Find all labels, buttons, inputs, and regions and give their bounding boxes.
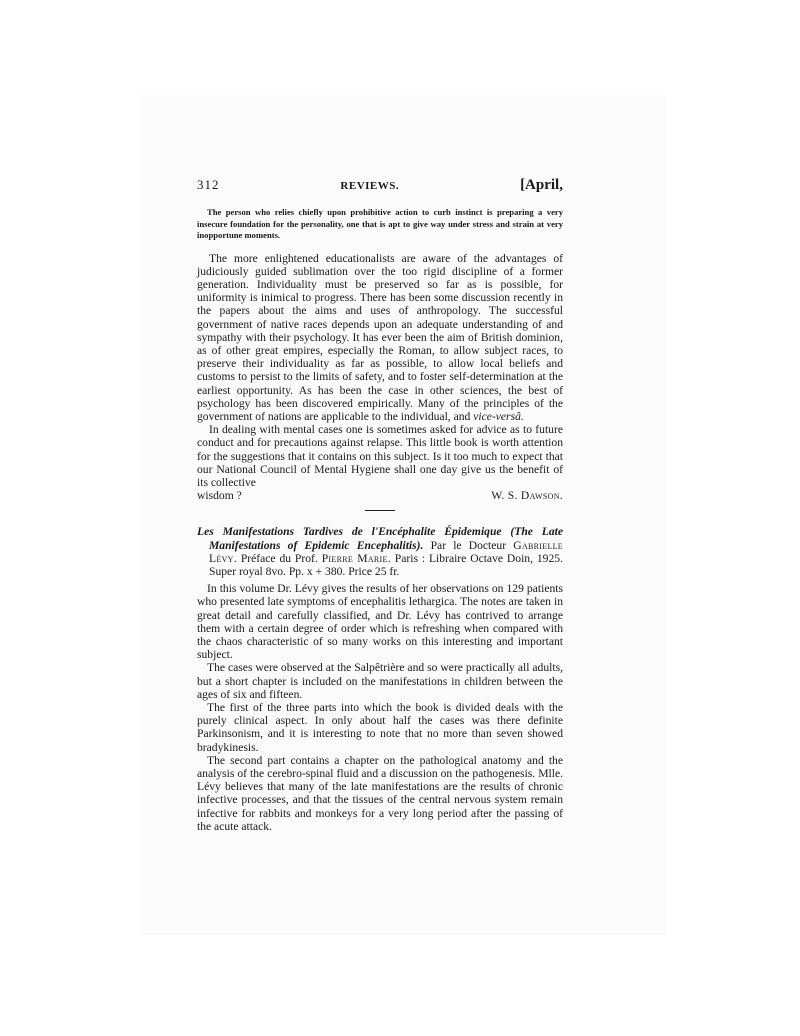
paragraph-1-italic: vice-versâ. xyxy=(473,409,524,423)
citation-preface: Préface du Prof. xyxy=(240,551,318,565)
review-paragraph: The second part contains a chapter on the pathological anatomy and the analysis of the cerebro-spinal fluid and a discussion on the pathogenesis. Mlle. Lévy believes that many of the late manifestations are the results of chronic infective processes, and that the tissues of the central nervous system remain infective for rabbits and monkeys for a very long period after the passing of the acute attack. xyxy=(197,753,563,833)
section-title: REVIEWS. xyxy=(340,180,400,192)
citation-publisher: Paris : Libraire Octave Doin, 1925. Super royal 8vo. Pp. x + 380. Price 25 fr. xyxy=(209,551,563,578)
paragraph-2-end: wisdom ? xyxy=(197,489,242,503)
paragraph-2: In dealing with mental cases one is sometimes asked for advice as to future conduct and for precautions against relapse. This little book is worth attention for the suggestions that it contains on this subject. Is it too much to expect that our National Council of Mental Hygiene shall one day give us the benefit of its collective xyxy=(197,423,563,489)
page-content xyxy=(197,177,563,833)
citation-by: Par le Docteur xyxy=(430,538,507,552)
lead-paragraph: The person who relies chiefly upon prohibitive action to curb instinct is preparing a very insecure foundation for the personality, one that is apt to give way under stress and strain at very inopportune moments. xyxy=(197,207,563,240)
review-paragraph: The first of the three parts into which the book is divided deals with the purely clinical aspect. In only about half the cases was there definite Parkinsonism, and it is interesting to note that no more than seven showed bradykinesis. xyxy=(197,701,563,754)
citation-title: Les Manifestations Tardives de l'Encéphalite Épidemique xyxy=(197,525,502,539)
review-paragraph: The cases were observed at the Salpêtrière and so were practically all adults, but a short chapter is included on the manifestations in children between the ages of six and fifteen. xyxy=(197,661,563,701)
review-paragraph: In this volume Dr. Lévy gives the results of her observations on 129 patients who presented late symptoms of encephalitis lethargica. The notes are taken in great detail and carefully classified, and Dr. Lévy has contrived to arrange them with a certain degree of order which is refreshing when compared with the chaos characteristic of so many works on this interesting and important subject. xyxy=(197,582,563,662)
signature-row xyxy=(197,489,563,502)
book-citation xyxy=(197,525,563,578)
citation-preface-author: Pierre Marie. xyxy=(321,551,391,565)
section-divider xyxy=(365,510,395,511)
citation-subtitle: (The Late Manifestations of Epidemic Encephalitis). xyxy=(209,525,563,552)
paragraph-1: The more enlightened educationalists are aware of the advantages of judiciously guided sublimation over the too rigid discipline of a former generation. Individuality must be preserved so far as is possible, for uniformity is inimical to progress. There has been some discussion recently in the papers about the aims and uses of anthropology. The successful government of native races depends upon an adequate understanding of and sympathy with their psychology. It has ever been the aim of British dominion, as of other great empires, especially the Roman, to allow subject races, to preserve their individuality as far as possible, to allow local beliefs and customs to persist to the limits of safety, and to foster self-determination at the earliest opportunity. As has been the case in other sciences, the best of psychology has been discovered empirically. Many of the principles of the government of nations are applicable to the individual, and vice-versâ. xyxy=(197,251,563,423)
running-head xyxy=(197,177,563,199)
page-number: 312 xyxy=(197,177,220,192)
signature: W. S. Dawson. xyxy=(491,489,563,503)
running-month: [April, xyxy=(520,177,563,193)
citation-author: Gabrielle Lévy. xyxy=(209,538,563,565)
